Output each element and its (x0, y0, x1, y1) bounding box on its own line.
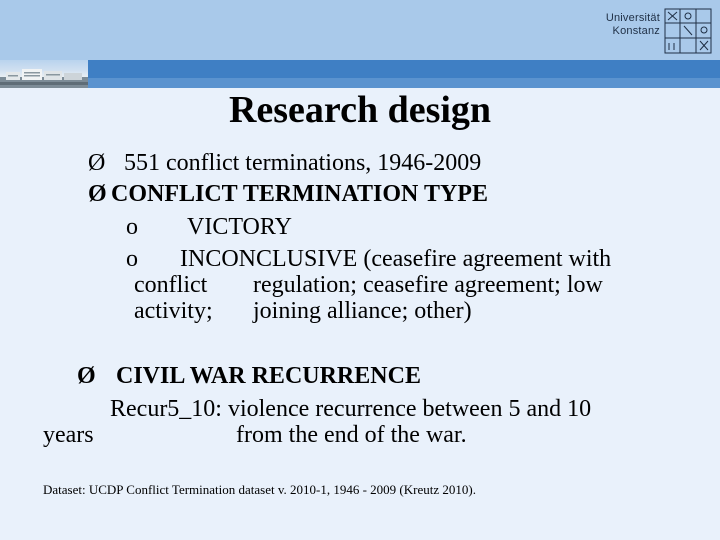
sub-bullet-victory-text: VICTORY (187, 214, 292, 240)
bullet-termination-type-text: CONFLICT TERMINATION TYPE (111, 181, 488, 207)
university-logo (590, 8, 714, 54)
dataset-footnote: Dataset: UCDP Conflict Termination dataset v. 2010-1, 1946 - 2009 (Kreutz 2010). (43, 482, 476, 497)
bullet-civil-war-recurrence-text: CIVIL WAR RECURRENCE (116, 363, 421, 389)
arrow-bullet-icon: Ø (88, 181, 107, 207)
bullet-terminations-text: 551 conflict terminations, 1946-2009 (124, 150, 482, 176)
bullet-terminations (88, 149, 481, 177)
text-fragment: from the end of the war. (236, 422, 467, 448)
campus-photo (0, 60, 88, 88)
sub-bullet-marker: o (126, 246, 138, 272)
logo-line-2: Konstanz (612, 25, 660, 37)
text-fragment: joining alliance; other) (253, 298, 472, 324)
logo-line-1: Universität (605, 12, 660, 24)
text-fragment: years (43, 422, 94, 448)
sub-bullet-inconclusive-text: INCONCLUSIVE (ceasefire agreement with (180, 246, 612, 272)
university-logo-text (590, 12, 660, 38)
recur-definition-line2 (43, 421, 467, 449)
bullet-termination-type (88, 180, 488, 208)
university-mark-icon (664, 8, 712, 54)
text-fragment: regulation; ceasefire agreement; low (253, 272, 603, 298)
recur-definition-line1: Recur5_10: violence recurrence between 5 and 10 (110, 396, 592, 422)
sub-bullet-inconclusive-line3 (134, 297, 472, 325)
sub-bullet-marker: o (126, 214, 138, 240)
campus-building-icon (0, 60, 88, 88)
header-blue-stripe-lower (88, 78, 720, 88)
slide-title: Research design (228, 89, 492, 131)
text-fragment: conflict (134, 272, 208, 298)
text-fragment: activity; (134, 298, 213, 324)
sub-bullet-inconclusive-line2 (134, 271, 603, 299)
bullet-civil-war-recurrence (77, 362, 421, 390)
sub-bullet-inconclusive (126, 245, 611, 273)
arrow-bullet-icon: Ø (77, 363, 96, 389)
arrow-bullet-icon: Ø (88, 150, 106, 176)
header-stripe (0, 60, 720, 88)
sub-bullet-victory (126, 213, 292, 241)
